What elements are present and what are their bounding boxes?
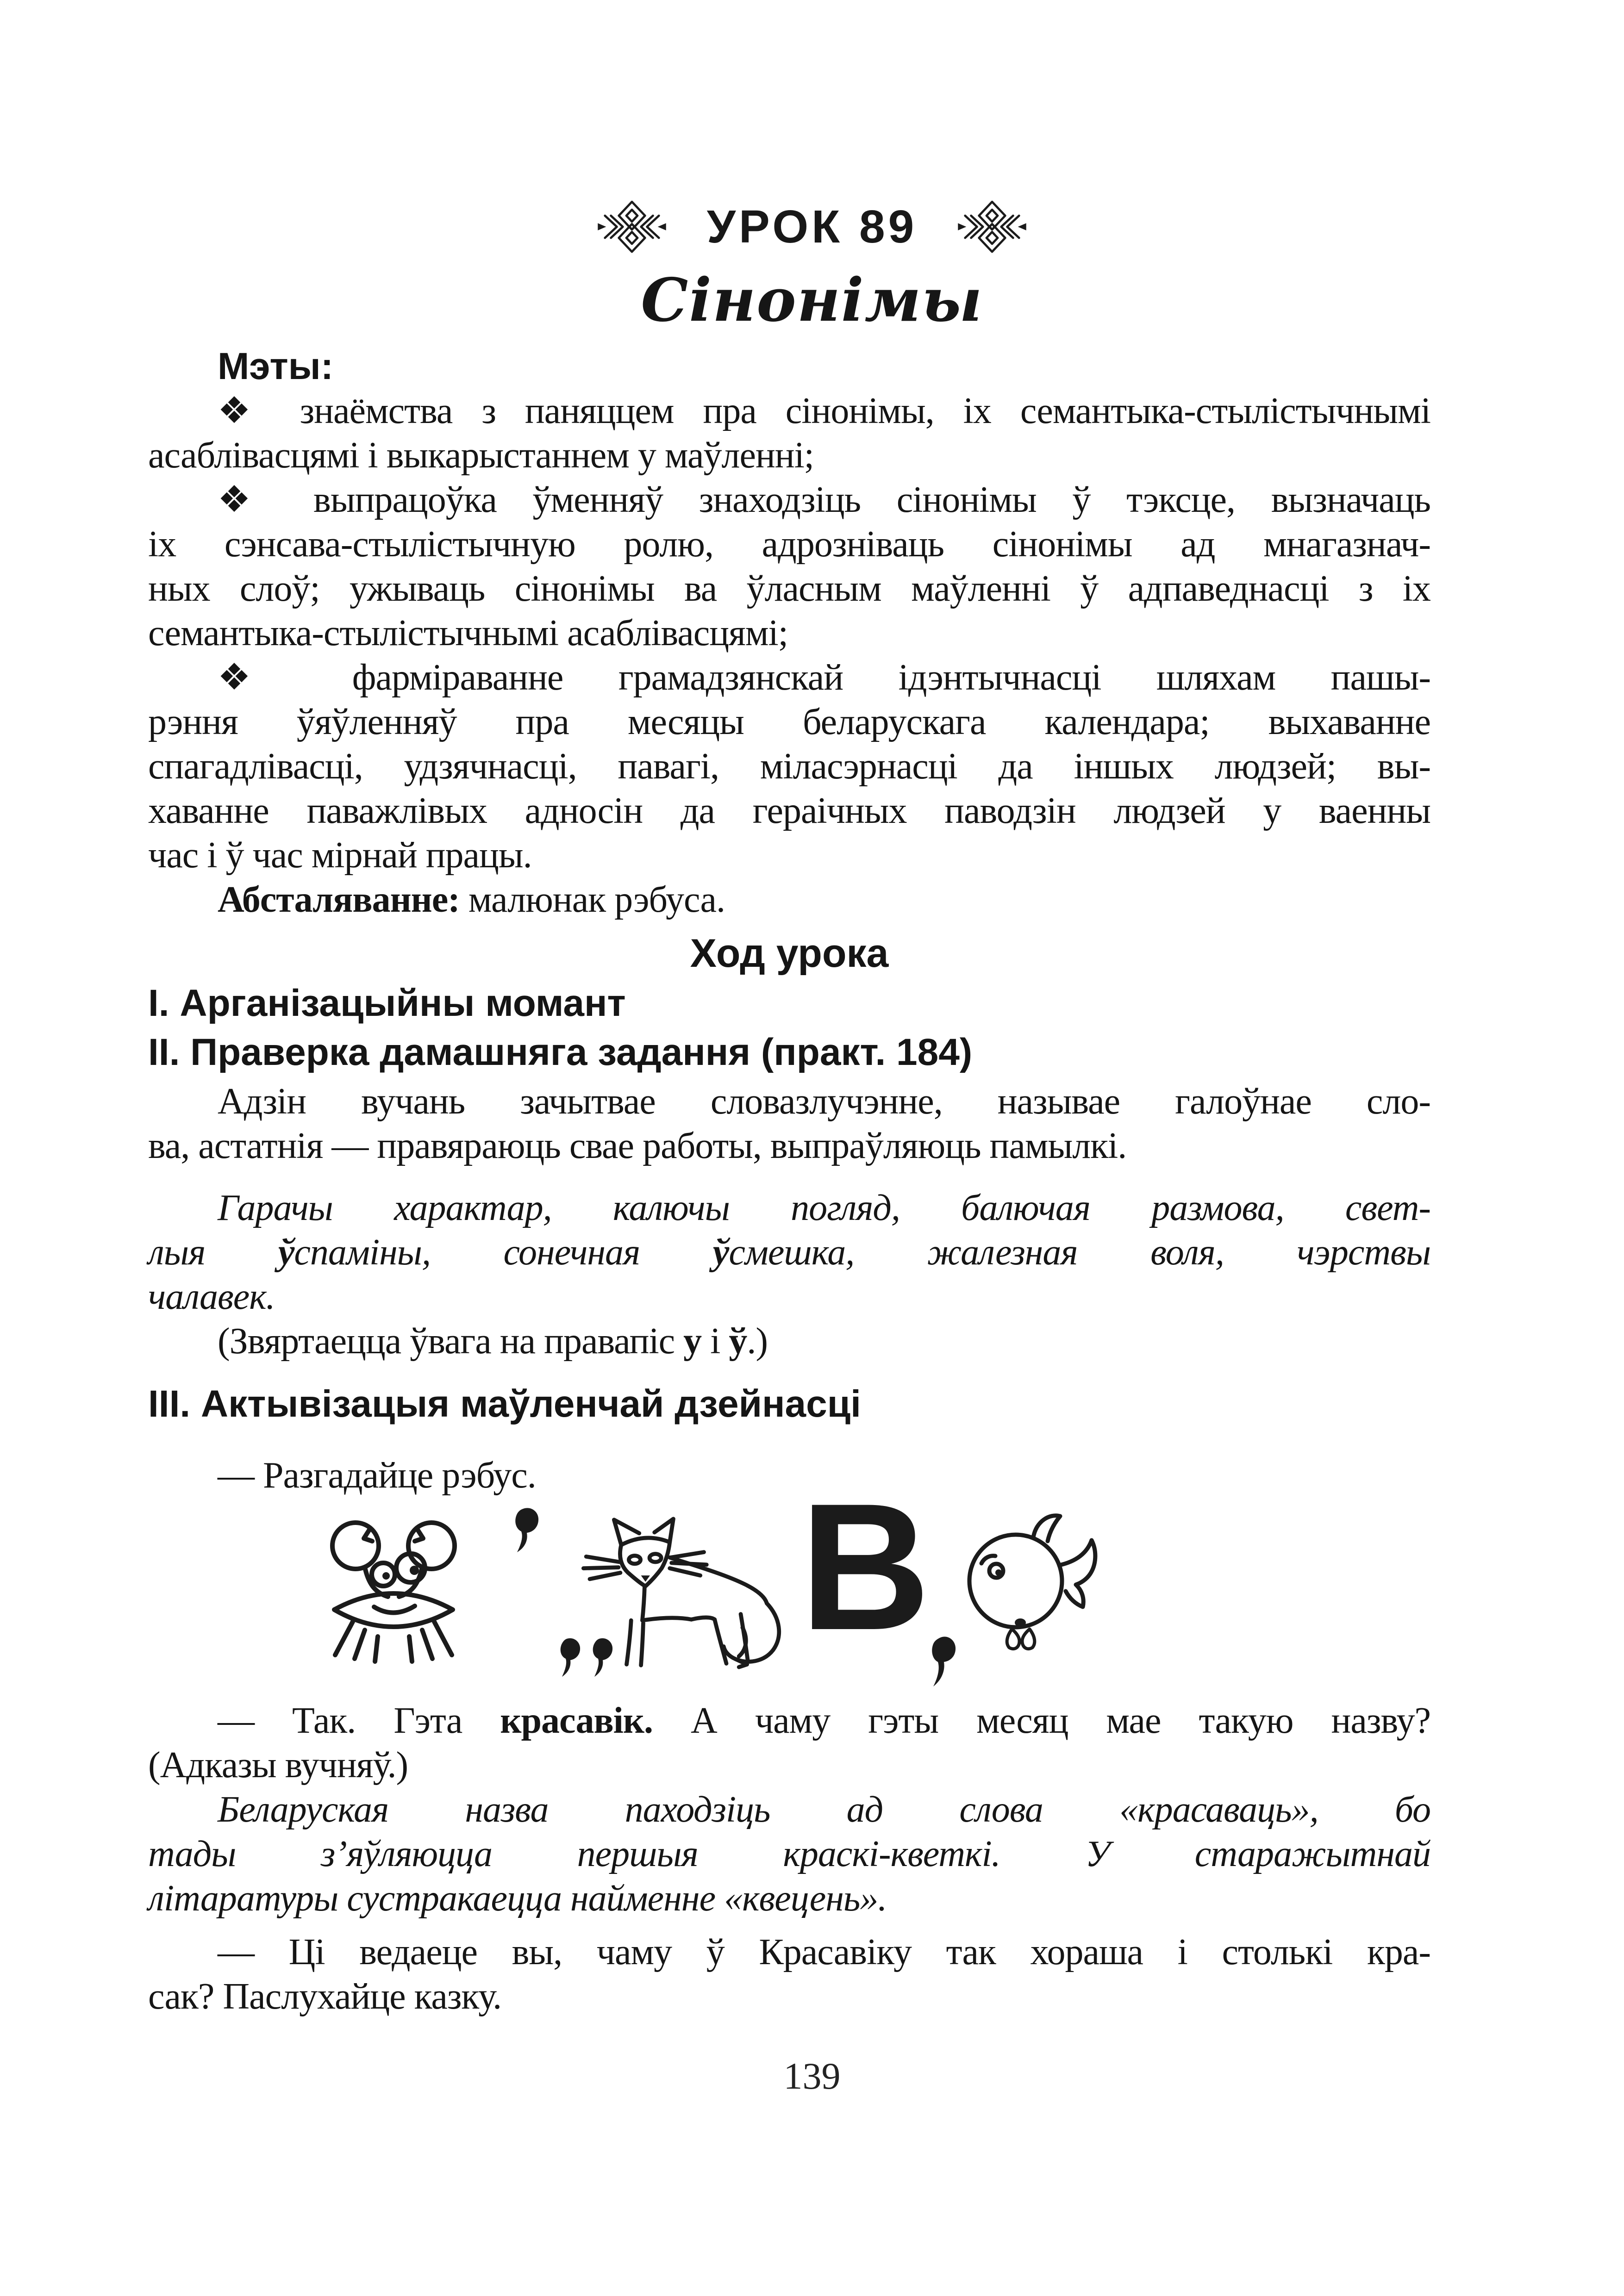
question-line: сак? Паслухайце казку. [148, 1976, 502, 2017]
goal-line: ных слоў; ужываць сінонімы ва ўласным маўленні ў адпаведнасці з іх [148, 568, 1430, 609]
dialog-line: (Адказы вучняў.) [148, 1745, 408, 1786]
homework-line: Адзін вучань зачытвае словазлучэнне, называе галоўнае сло- [218, 1081, 1430, 1122]
goal-line: рэння ўяўленняў пра месяцы беларускага календара; выхаванне [148, 702, 1430, 742]
example-line: лыя ўспаміны, сонечная ўсмешка, жалезная воля, чэрствы [148, 1232, 1431, 1273]
stage-1-heading: I. Арганізацыйны момант [148, 982, 626, 1024]
fox-icon [574, 1516, 787, 1669]
page-number: 139 [783, 2055, 841, 2097]
page-title: Сінонімы [641, 266, 983, 335]
goal-line: хаванне паважлівых адносін да гераічных паводзін людзей у ваенны [148, 790, 1430, 831]
goal-line: ❖ выпрацоўка ўменняў знаходзіць сінонімы ў тэксце, вызначаць [218, 479, 1430, 520]
goal-line: семантыка-стылістычнымі асаблівасцямі; [148, 613, 788, 653]
dialog-line-1: — Так. Гэта красавік. А чаму гэты месяц мае такую назву? [218, 1700, 1431, 1741]
homework-line: ва, астатнія — правяраюць свае работы, выпраўляюць памылкі. [148, 1126, 1127, 1166]
comma-mark [930, 1636, 956, 1687]
goal-line: спагадлівасці, удзячнасці, павагі, міласэрнасці да іншых людзей; вы- [148, 746, 1430, 787]
text-flow-bottom [148, 1699, 1430, 2019]
spelling-note-line: (Звяртаецца ўвага на правапіс у і ў.) [218, 1321, 768, 1362]
lesson-number-label: УРОК 89 [706, 201, 918, 253]
text-flow-top [148, 344, 1430, 1498]
rebus-letter: В [800, 1466, 931, 1668]
rebus-task-line: — Разгадайце рэбус. [218, 1455, 536, 1496]
equipment-line: Абсталяванне: малюнак рэбуса. [218, 879, 725, 920]
goal-line: час і ў час мірнай працы. [148, 835, 532, 876]
crab-icon [324, 1502, 463, 1660]
etymology-line: літаратуры сустракаецца найменне «квецень». [148, 1878, 887, 1919]
etymology-line: тады з’яўляюцца першыя краскі-кветкі. У старажытнай [148, 1834, 1430, 1874]
whale-icon [955, 1512, 1121, 1651]
lesson-header [0, 199, 1624, 255]
question-line-1: — Ці ведаеце вы, чаму ў Красавіку так хораша і столькі кра- [218, 1932, 1430, 1972]
goal-line: іх сэнсава-стылістычную ролю, адрозніваць сінонімы ад мнагазнач- [148, 524, 1430, 565]
example-line-1: Гарачы характар, калючы погляд, балючая размова, свет- [218, 1188, 1430, 1228]
apostrophe-mark [513, 1507, 541, 1553]
ornament-icon [950, 199, 1034, 255]
goal-line: ❖ фарміраванне грамадзянскай ідэнтычнасці шляхам пашы- [218, 657, 1430, 698]
goal-line: асаблівасцямі і выкарыстаннем у маўленні; [148, 435, 814, 476]
goal-line: ❖ знаёмства з паняццем пра сінонімы, іх семантыка-стылістычнымі [218, 391, 1430, 431]
goals-heading: Мэты: [218, 345, 334, 387]
example-line: чалавек. [148, 1276, 275, 1317]
etymology-line: Беларуская назва паходзіць ад слова «красаваць», бо [218, 1789, 1430, 1830]
ornament-icon [590, 199, 674, 255]
text-column [148, 344, 1430, 2019]
stage-3-heading: III. Актывізацыя маўленчай дзейнасці [148, 1383, 861, 1425]
course-heading: Ход урока [690, 931, 889, 976]
stage-2-heading: II. Праверка дамашняга задання (практ. 184) [148, 1031, 973, 1073]
